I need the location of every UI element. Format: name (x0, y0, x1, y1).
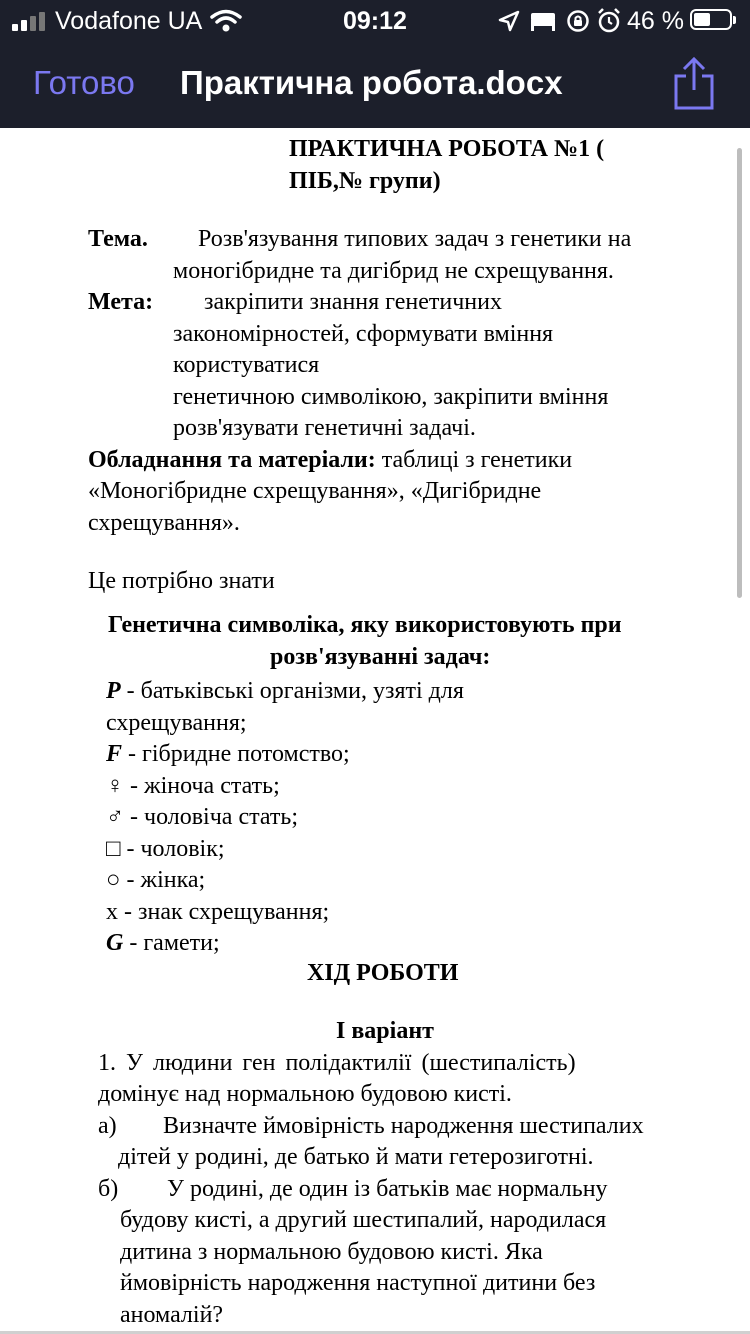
task-marker: а) (98, 1113, 117, 1139)
symbol-item: G - гамети; (106, 930, 220, 956)
symbol-item: х - знак схрещування; (106, 899, 330, 925)
document-page (0, 128, 750, 1334)
symbol-item: ♂ - чоловіча стать; (106, 804, 299, 830)
orientation-lock-icon (566, 9, 590, 33)
topic-label: Тема. (88, 226, 148, 252)
variant-heading: І варіант (336, 1018, 434, 1044)
status-bar (0, 0, 750, 40)
symbol-item: схрещування; (106, 710, 247, 736)
location-icon (498, 10, 520, 32)
equipment-line (88, 445, 572, 475)
symbol-item: ○ - жінка; (106, 867, 206, 893)
wifi-icon (210, 9, 242, 33)
battery-level-fill (694, 13, 710, 26)
alarm-icon (597, 8, 621, 34)
need-to-know: Це потрібно знати (88, 568, 275, 594)
symbols-heading: Генетична символіка, яку використовують при (108, 612, 622, 638)
task-text: будову кисті, а другий шестипалий, народилася (120, 1207, 607, 1233)
equipment-text: схрещування». (88, 510, 240, 536)
goal-text: розв'язувати генетичні задачі. (173, 415, 476, 441)
goal-text: закономірностей, сформувати вміння (173, 321, 554, 347)
top-bar (0, 0, 750, 128)
doc-heading: ПІБ,№ групи) (289, 168, 441, 194)
task-text: дітей у родині, де батько й мати гетерозиготні. (118, 1144, 594, 1170)
task-text: 1. У людини ген полідактилії (шестипалість) (98, 1050, 576, 1076)
signal-icon (12, 11, 48, 31)
topic-text: Розв'язування типових задач з генетики на (198, 226, 632, 252)
task-text: ймовірність народження наступної дитини без (120, 1270, 596, 1296)
doc-heading: ПРАКТИЧНА РОБОТА №1 ( (289, 136, 605, 162)
symbol-item: ♀ - жіноча стать; (106, 773, 280, 799)
battery-tip (733, 16, 736, 24)
clock: 09:12 (343, 7, 407, 35)
goal-label: Мета: (88, 289, 154, 315)
bed-icon (530, 10, 556, 32)
task-marker: б) (98, 1176, 119, 1202)
symbol-item: F - гібридне потомство; (106, 741, 350, 767)
symbol-item: P - батьківські організми, узяті для (106, 678, 464, 704)
task-text: дитина з нормальною будовою кисті. Яка (120, 1239, 543, 1265)
task-text: Визначте ймовірність народження шестипалих (163, 1113, 644, 1139)
equipment-text: таблиці з генетики (381, 447, 573, 473)
goal-text: користуватися (173, 352, 320, 378)
battery-icon (690, 9, 732, 30)
scrollbar[interactable] (737, 148, 742, 598)
equipment-text: «Моногібридне схрещування», «Дигібридне (88, 478, 542, 504)
goal-text: закріпити знання генетичних (204, 289, 502, 315)
goal-text: генетичною символікою, закріпити вміння (173, 384, 609, 410)
carrier-name: Vodafone UA (55, 7, 203, 35)
topic-text: моногібридне та дигібрид не схрещування. (173, 258, 614, 284)
equipment-label: Обладнання та матеріали: (88, 447, 376, 473)
done-button[interactable]: Готово (33, 64, 135, 101)
document-title: Практична робота.docx (180, 64, 563, 101)
battery-percent: 46 % (627, 7, 684, 35)
task-text: У родині, де один із батьків має нормальну (167, 1176, 608, 1202)
task-text: домінує над нормальною будовою кисті. (98, 1081, 512, 1107)
nav-bar (0, 54, 750, 114)
symbol-item: □ - чоловік; (106, 836, 225, 862)
symbols-heading: розв'язуванні задач: (270, 644, 491, 670)
share-icon[interactable] (672, 56, 716, 110)
task-text: аномалій? (120, 1302, 224, 1328)
progress-heading: ХІД РОБОТИ (307, 960, 459, 986)
